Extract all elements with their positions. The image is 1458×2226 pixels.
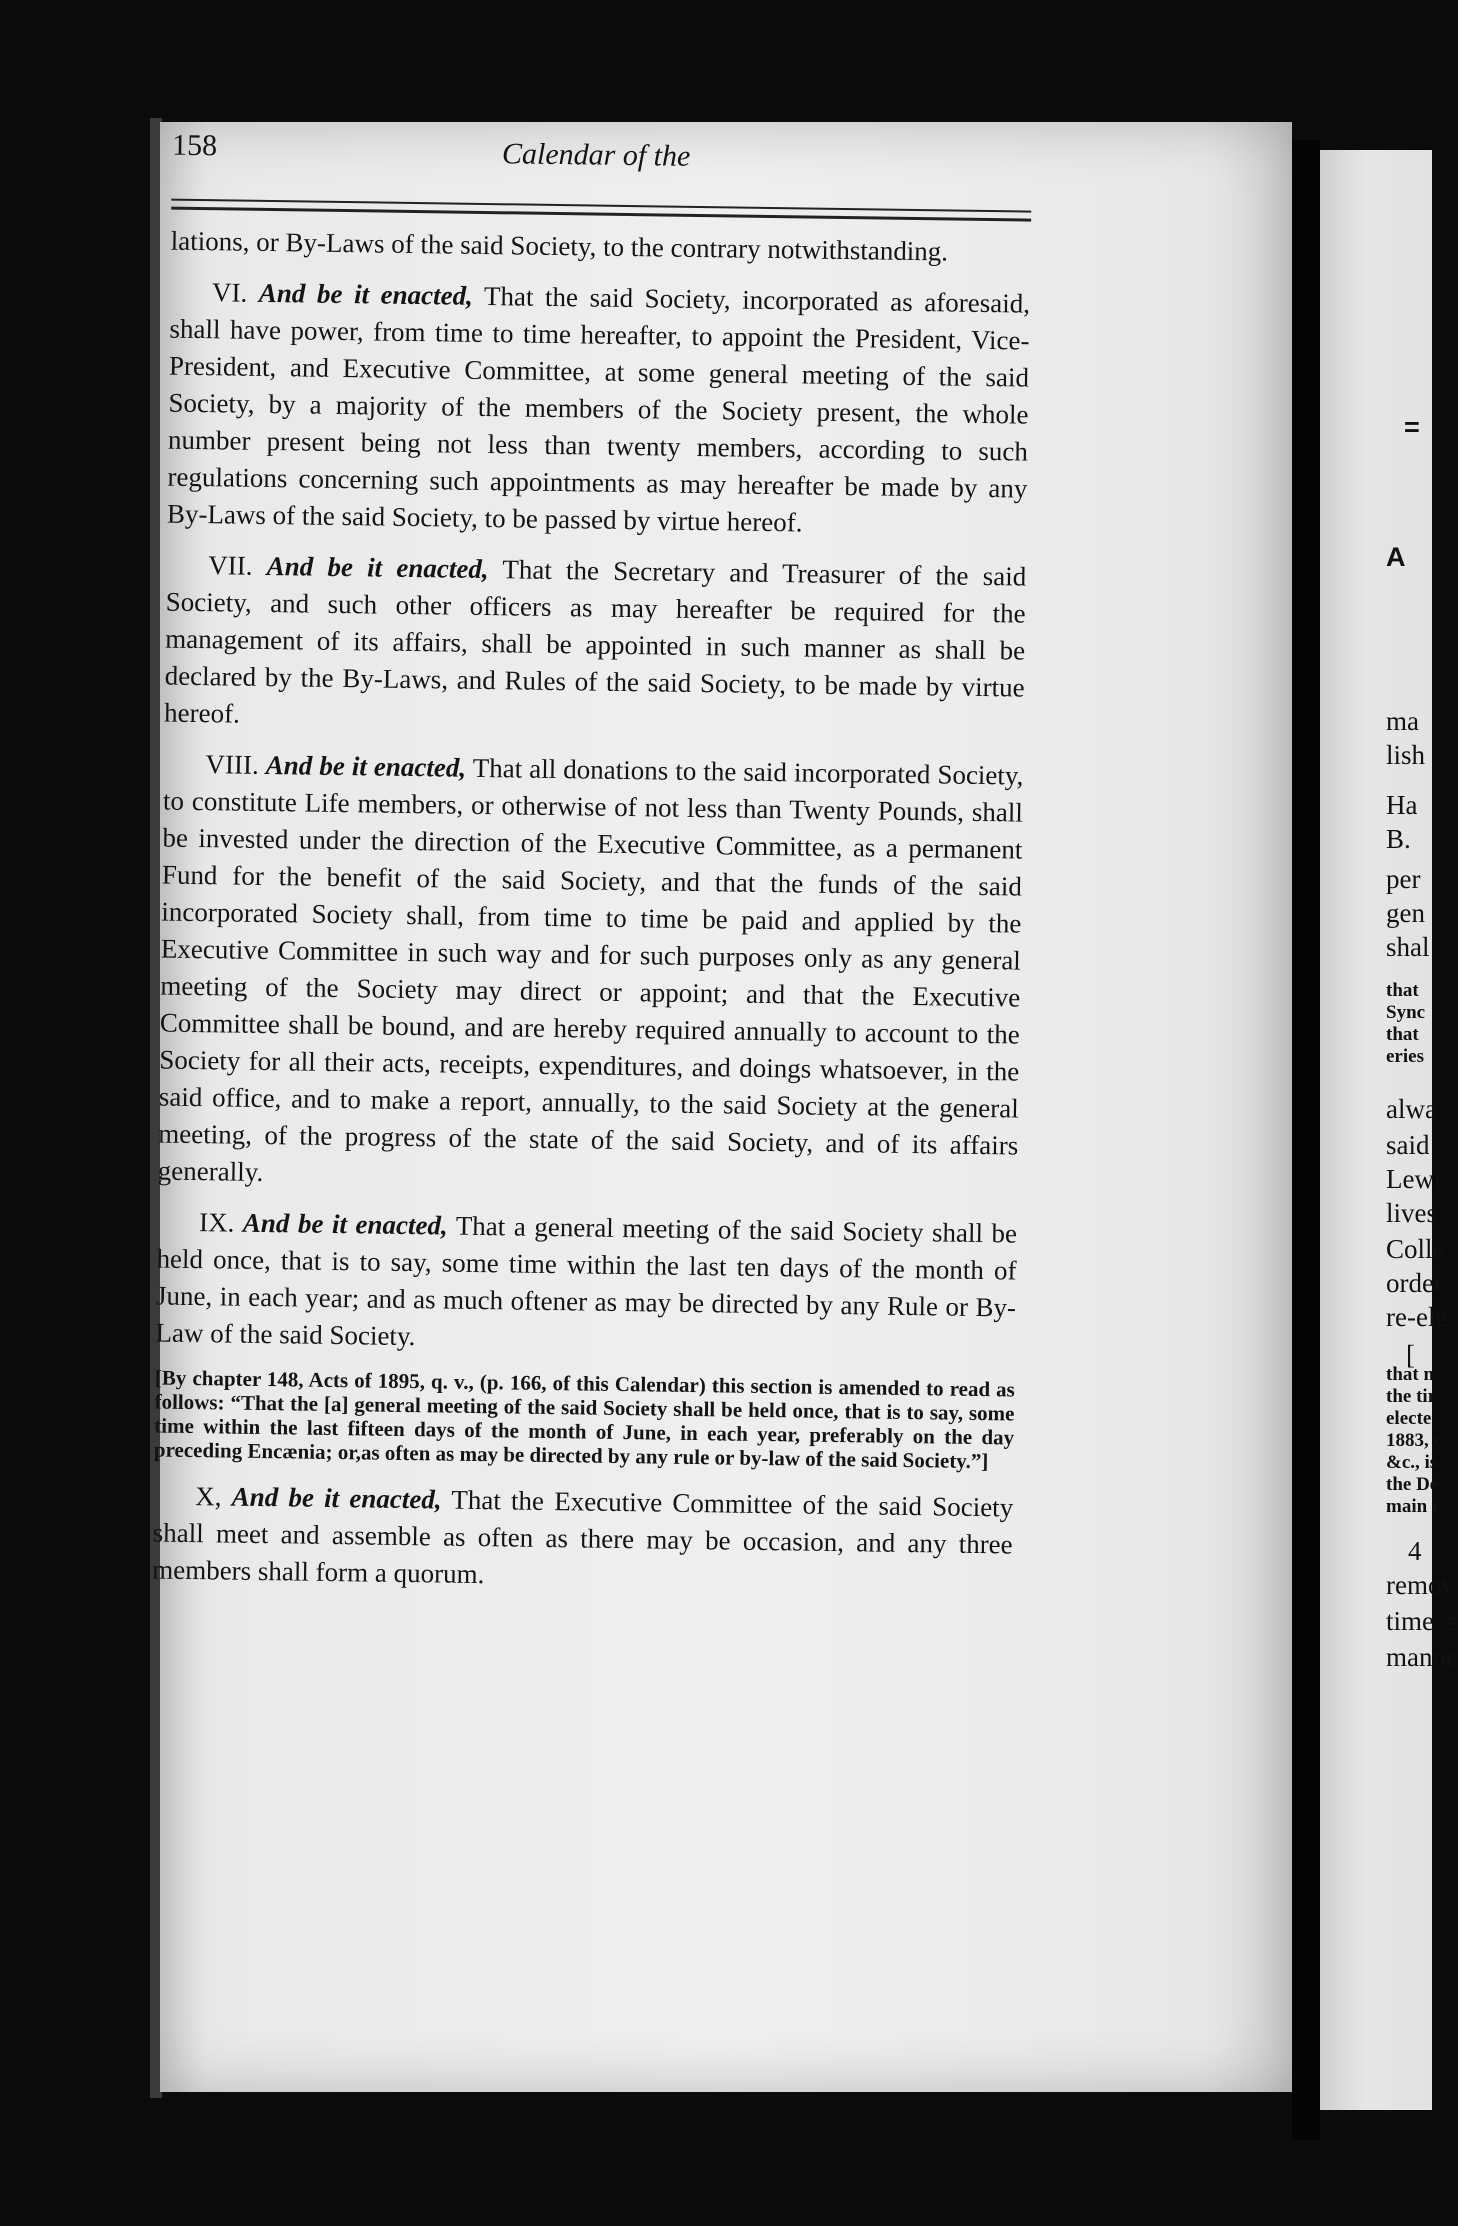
right-fragment: alwa	[1386, 1094, 1437, 1124]
right-fragment: manne	[1386, 1642, 1458, 1672]
enacting-clause: And be it enacted,	[265, 749, 467, 783]
section-text: That a general meeting of the said Society shall be held once, that is to say, some time within the last ten days of the month of June, in each year; and as much oftener as may be directed by any Rule or By-Law of the said Society.	[155, 1210, 1018, 1352]
right-fragment: 4	[1408, 1536, 1422, 1566]
right-fragment: the De	[1386, 1474, 1439, 1495]
section-text: That the said Society, incorporated as aforesaid, shall have power, from time to time hereafter, to appoint the President, Vice-President, and Executive Committee, at some general meeting of the said Society, by a majority of the members of the Society present, the whole number present being not less than twenty members, according to such regulations concerning such appointments as may hereafter be made by any By-Laws of the said Society, to be passed by virtue hereof.	[166, 280, 1031, 538]
right-fragment: B.	[1386, 824, 1411, 854]
right-fragment: shal	[1386, 932, 1430, 962]
section-number: VII.	[208, 550, 253, 581]
right-fragment: lives	[1386, 1198, 1437, 1228]
right-fragment: the tir	[1386, 1386, 1437, 1407]
running-head: Calendar of the	[501, 137, 691, 173]
amendment-note: [By chapter 148, Acts of 1895, q. v., (p. 166, of this Calendar) this section is amended to read as follows: “That the [a] general meeting of the said Society shall be held once, that is to say, some time within the last fifteen days of the month of June, in each year, preferably on the day preceding Encænia; or,as often as may be directed by any rule or by-law of the said Society.”]	[153, 1365, 1015, 1474]
right-fragment: &c., is	[1386, 1452, 1438, 1473]
right-fragment: that n	[1386, 1364, 1435, 1385]
right-fragment: Ha	[1386, 790, 1418, 820]
section-text: That the Secretary and Treasurer of the said Society, and such other officers as may hereafter be required for the management of its affairs, shall be appointed in such manner as shall be declared by the By-Laws, and Rules of the said Society, to be made by virtue hereof.	[163, 554, 1027, 729]
right-fragment: [	[1406, 1340, 1415, 1370]
page-body	[152, 223, 1031, 1615]
section-number: X,	[195, 1481, 222, 1512]
right-fragment: that	[1386, 1024, 1419, 1045]
right-fragment: Colle	[1386, 1234, 1445, 1264]
enacting-clause: And be it enacted,	[266, 550, 489, 585]
section-number: VIII.	[205, 749, 259, 780]
section-vii	[164, 547, 1026, 744]
right-fragment: Lewi	[1386, 1164, 1442, 1194]
right-fragment: said	[1386, 1130, 1430, 1160]
right-fragment: order	[1386, 1268, 1443, 1298]
right-fragment: re-ele	[1386, 1302, 1448, 1332]
section-text: That the Executive Committee of the said Society shall meet and assemble as often as there may be occasion, and any three members shall form a quorum.	[152, 1484, 1014, 1590]
section-ix	[155, 1204, 1017, 1364]
enacting-clause: And be it enacted,	[258, 277, 474, 311]
right-fragment: lish	[1386, 740, 1426, 770]
right-fragment: that	[1386, 980, 1419, 1001]
right-fragment: main i	[1386, 1496, 1438, 1517]
right-fragment: per	[1386, 864, 1421, 894]
section-number: IX.	[198, 1207, 235, 1238]
continued-paragraph: lations, or By-Laws of the said Society, to the contrary notwithstanding.	[170, 225, 949, 267]
enacting-clause: And be it enacted,	[231, 1481, 442, 1515]
right-fragment: eries	[1386, 1046, 1424, 1067]
enacting-clause: And be it enacted,	[242, 1207, 448, 1241]
right-fragment: time, s	[1386, 1606, 1458, 1636]
right-fragment: 1883, c	[1386, 1430, 1442, 1451]
right-fragment: Sync	[1386, 1002, 1426, 1023]
right-fragment: gen	[1386, 898, 1425, 928]
section-text: That all donations to the said incorporated Society, to constitute Life members, or otherwise of not less than Twenty Pounds, shall be invested under the direction of the Executive Committee, as a permanent Fund for the benefit of the said Society, and that the funds of the said incorporated Society shall, from time to time be paid and applied by the Executive Committee in such way and for such purposes only as any general meeting of the Society may direct or appoint; and that the Executive Committee shall be bound, and are hereby required annually to account to the Society for all their acts, receipts, expenditures, and doings whatsoever, in the said office, and to make a report, annually, to the said Society at the general meeting, of the progress of the state of the said Society, and of its affairs generally.	[157, 752, 1024, 1187]
section-x	[152, 1477, 1013, 1600]
right-fragment: ma	[1386, 706, 1419, 736]
right-fragment: A	[1386, 542, 1406, 572]
section-viii	[158, 746, 1024, 1202]
page-number: 158	[171, 128, 218, 163]
right-fragment: electe	[1386, 1408, 1432, 1429]
section-vi	[167, 274, 1031, 545]
right-fragment: remov	[1386, 1570, 1455, 1600]
section-number: VI.	[211, 277, 248, 308]
right-fragment: =	[1404, 412, 1420, 442]
